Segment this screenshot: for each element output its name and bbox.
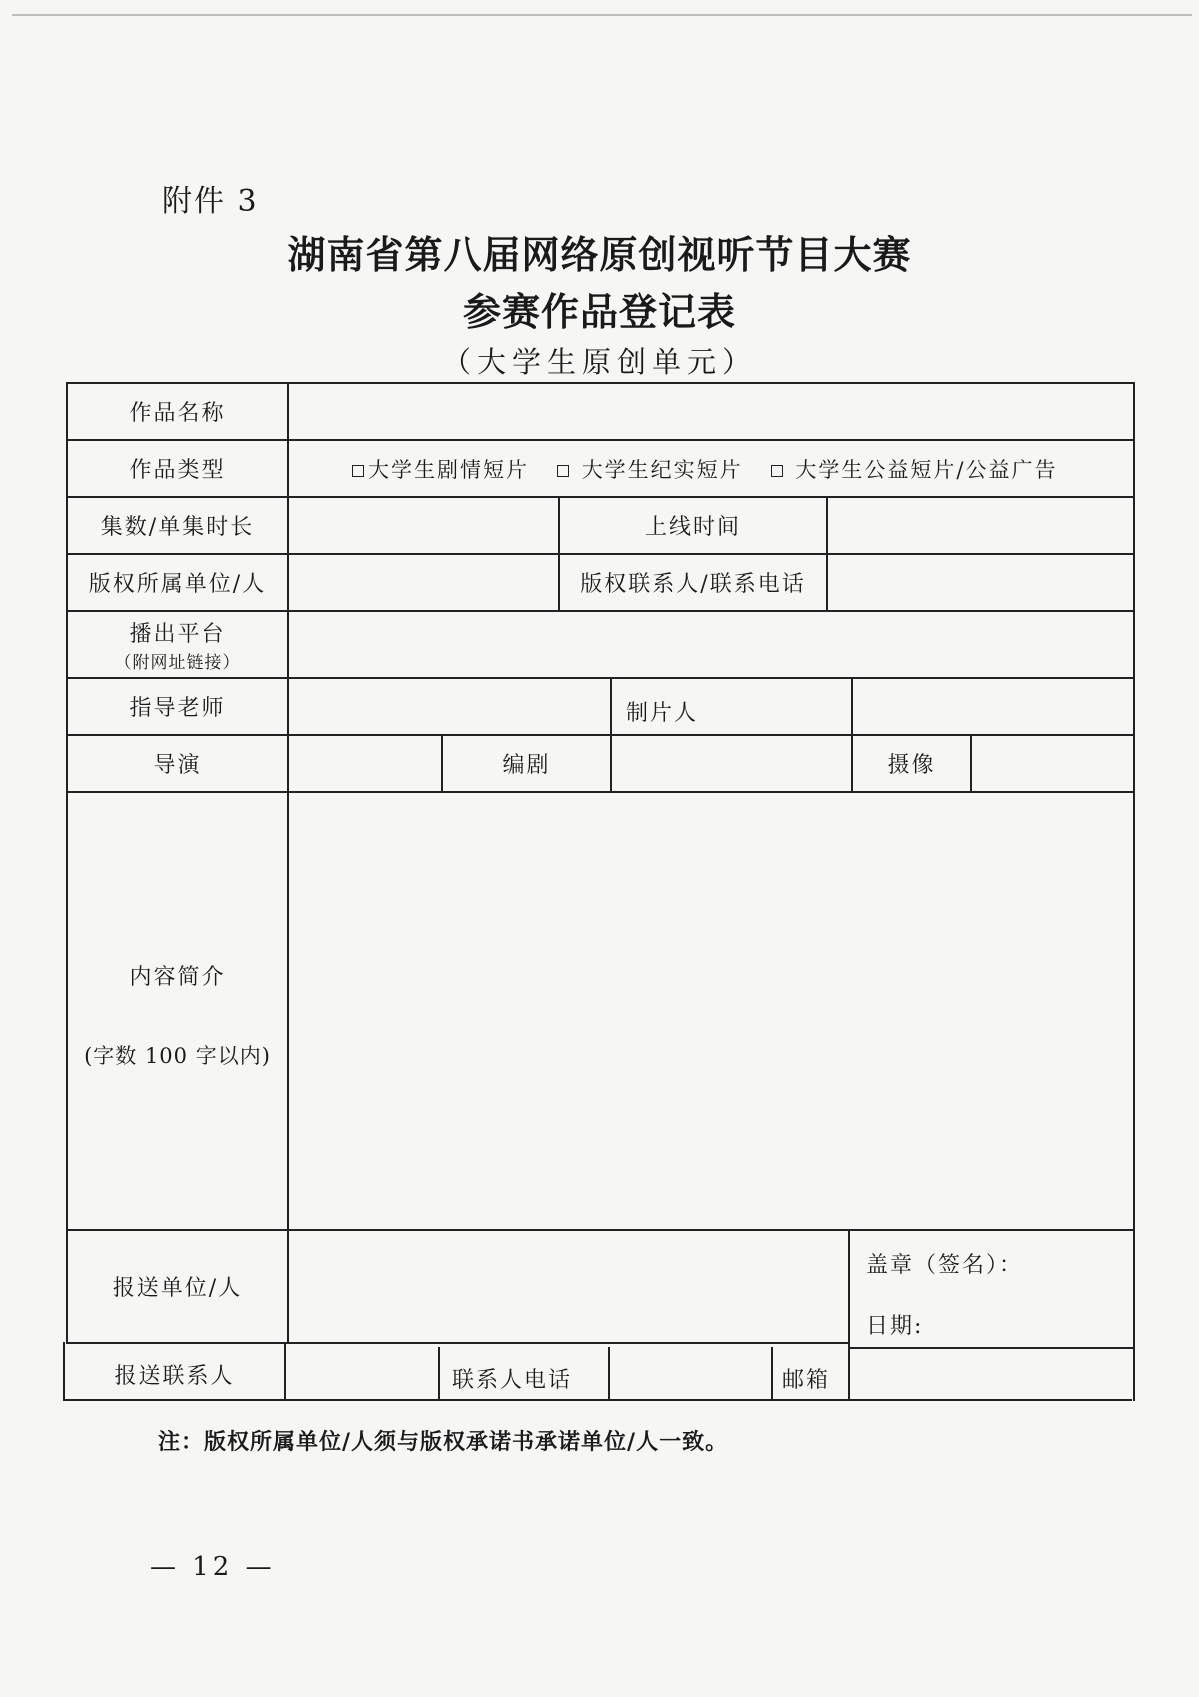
label-summary-cell [68, 960, 287, 1070]
table-line [1133, 382, 1135, 1401]
table-line [610, 677, 612, 791]
label-copyright-owner: 版权所属单位/人 [88, 572, 267, 597]
table-line [970, 734, 972, 791]
label-platform-note: （附网址链接） [114, 652, 241, 673]
table-line [287, 382, 289, 1342]
table-line [66, 791, 1134, 793]
label-screenwriter: 编剧 [502, 753, 551, 778]
option-documentary[interactable] [557, 454, 743, 484]
table-line [771, 1347, 773, 1401]
label-work-type: 作品类型 [129, 458, 226, 483]
table-line [66, 1342, 848, 1344]
checkbox-icon [557, 465, 569, 477]
table-line [438, 1347, 440, 1401]
label-producer: 制片人 [626, 701, 699, 726]
label-date: 日期: [866, 1313, 924, 1339]
label-online-time: 上线时间 [644, 515, 741, 540]
label-summary-note: (字数 100 字以内) [84, 1044, 271, 1068]
table-line [608, 1347, 610, 1401]
label-summary: 内容简介 [129, 965, 226, 990]
attachment-label: 附件 3 [162, 184, 259, 219]
work-type-options [352, 441, 1122, 496]
document-title: 湖南省第八届网络原创视听节目大赛 [287, 232, 912, 277]
label-advisor: 指导老师 [129, 696, 226, 721]
document-title-line2: 参赛作品登记表 [462, 289, 736, 334]
label-platform-cell [68, 612, 287, 677]
label-episodes: 集数/单集时长 [100, 515, 255, 540]
label-director: 导演 [153, 753, 202, 778]
label-seal: 盖章（签名）： [866, 1252, 1024, 1278]
label-platform: 播出平台 [129, 621, 226, 647]
option-drama[interactable] [352, 454, 529, 484]
checkbox-icon [771, 465, 783, 477]
label-submitter: 报送单位/人 [112, 1276, 243, 1301]
label-contact-person: 报送联系人 [114, 1363, 235, 1389]
table-line [284, 1342, 286, 1401]
table-line [63, 1399, 1132, 1401]
checkbox-icon [352, 465, 364, 477]
option-public-welfare[interactable] [771, 454, 1058, 484]
table-line [848, 1229, 850, 1401]
label-email: 邮箱 [782, 1367, 831, 1393]
option-drama-label: 大学生剧情短片 [368, 457, 529, 482]
document-subtitle: （大学生原创单元） [441, 345, 757, 379]
table-line [826, 496, 828, 610]
option-public-welfare-label: 大学生公益短片/公益广告 [795, 457, 1058, 482]
label-work-name: 作品名称 [129, 401, 226, 426]
table-line [848, 1347, 1134, 1349]
scan-top-edge [12, 14, 1192, 16]
page-number: — 12 — [150, 1552, 276, 1582]
label-copyright-contact: 版权联系人/联系电话 [580, 572, 806, 597]
label-camera: 摄像 [887, 753, 936, 778]
footnote: 注：版权所属单位/人须与版权承诺书承诺单位/人一致。 [158, 1429, 729, 1455]
option-documentary-label: 大学生纪实短片 [581, 457, 743, 482]
label-contact-phone: 联系人电话 [452, 1367, 573, 1393]
